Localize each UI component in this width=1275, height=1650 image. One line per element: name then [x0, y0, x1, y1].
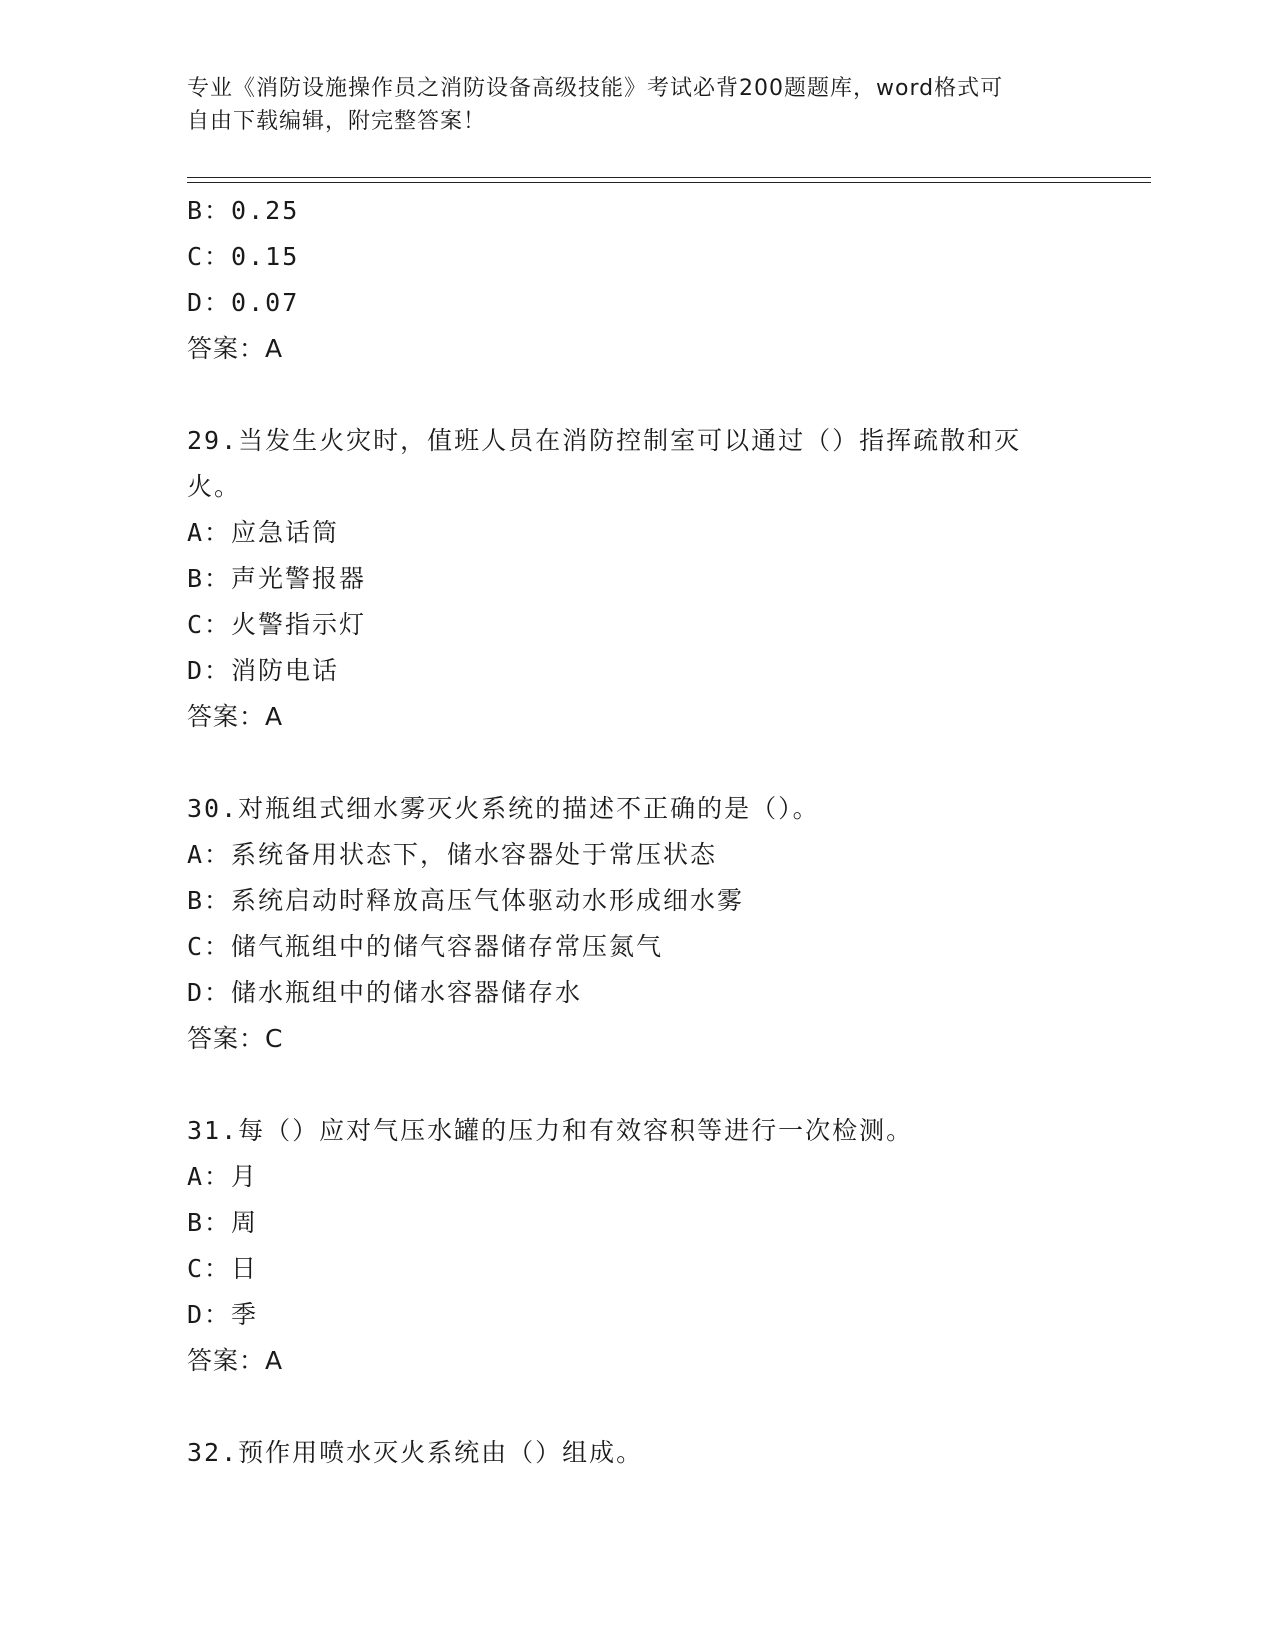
question-29	[187, 418, 1087, 740]
question-28	[187, 188, 1087, 372]
spacer	[187, 372, 1087, 418]
header-divider-top	[187, 177, 1151, 178]
question-title-continued: 火。	[187, 472, 242, 501]
question-30	[187, 786, 1087, 1062]
question-title: 32.预作用喷水灭火系统由（）组成。	[187, 1438, 644, 1467]
option-d: D：消防电话	[187, 656, 340, 685]
document-header	[187, 72, 1087, 138]
header-line-2: 自由下载编辑，附完整答案！	[187, 109, 487, 134]
option-d: D：0.07	[187, 288, 300, 317]
option-c: C：火警指示灯	[187, 610, 367, 639]
question-title: 31.每（）应对气压水罐的压力和有效容积等进行一次检测。	[187, 1116, 914, 1145]
answer-line: 答案：C	[187, 1024, 284, 1053]
option-b: B：0.25	[187, 196, 300, 225]
option-c: C：0.15	[187, 242, 300, 271]
answer-line: 答案：A	[187, 334, 284, 363]
option-c: C：日	[187, 1254, 259, 1283]
question-list	[187, 188, 1087, 1476]
header-line-1: 专业《消防设施操作员之消防设备高级技能》考试必背200题题库，word格式可	[187, 76, 1004, 101]
question-title: 30.对瓶组式细水雾灭火系统的描述不正确的是（）。	[187, 794, 820, 823]
question-title: 29.当发生火灾时，值班人员在消防控制室可以通过（）指挥疏散和灭	[187, 426, 1022, 455]
option-d: D：季	[187, 1300, 259, 1329]
option-b: B：周	[187, 1208, 259, 1237]
spacer	[187, 1384, 1087, 1430]
option-a: A：应急话筒	[187, 518, 340, 547]
option-a: A：系统备用状态下，储水容器处于常压状态	[187, 840, 718, 869]
option-a: A：月	[187, 1162, 259, 1191]
question-32	[187, 1430, 1087, 1476]
option-d: D：储水瓶组中的储水容器储存水	[187, 978, 583, 1007]
answer-line: 答案：A	[187, 702, 284, 731]
option-c: C：储气瓶组中的储气容器储存常压氮气	[187, 932, 664, 961]
option-b: B：系统启动时释放高压气体驱动水形成细水雾	[187, 886, 745, 915]
answer-line: 答案：A	[187, 1346, 284, 1375]
spacer	[187, 1062, 1087, 1108]
header-divider-bottom	[187, 182, 1151, 183]
option-b: B：声光警报器	[187, 564, 367, 593]
spacer	[187, 740, 1087, 786]
question-31	[187, 1108, 1087, 1384]
